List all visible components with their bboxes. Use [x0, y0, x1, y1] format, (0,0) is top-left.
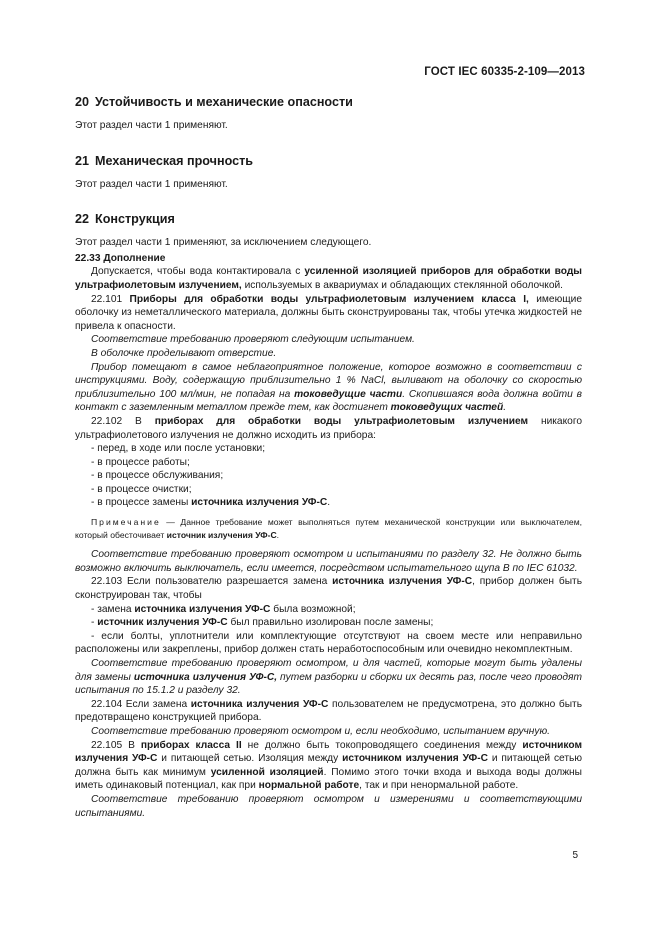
list-item: - в процессе очистки;: [91, 483, 192, 495]
section-number: 22: [75, 212, 90, 227]
test-procedure-text: Прибор помещают в самое неблагоприятное положение, которое возможно в соответствии с инструкциями. Воду, содержащую приблизительно 1 % NaCl, выливают на оболочку со скоростью приблизительно 100 мл/мин, не попадая на токоведущие части. Скопившаяся вода должна войти в контакт с заземленным металлом прежде тем, как достигнет токоведущих частей.: [75, 361, 582, 414]
list-item: - если болты, уплотнители или комплектующие отсутствуют на своем месте или неправильно расположены или закреплены, прибор должен стать неработоспособным или очевидно некомплектным.: [75, 630, 582, 656]
compliance-text: Соответствие требованию проверяют осмотром и, если необходимо, испытанием вручную.: [91, 725, 551, 737]
section-22-heading: [75, 211, 582, 227]
section-title: Механическая прочность: [95, 153, 254, 168]
document-header: ГОСТ IEC 60335-2-109—2013: [424, 66, 585, 78]
page-content: [75, 94, 582, 820]
paragraph-22-103: 22.103 Если пользователю разрешается замена источника излучения УФ-С, прибор должен быть сконструирован так, чтобы: [75, 576, 582, 602]
paragraph-22-105: 22.105 В приборах класса II не должно быть токопроводящего соединения между источником излучения УФ-С и питающей сетью. Изоляция между источником излучения УФ-С и питающей сетью должна быть как минимум усиленной изоляцией. Помимо этого точки входа и выхода воды должны иметь одинаковый потенциал, как при нормальной работе, так и при ненормальной работе.: [75, 739, 582, 792]
page-number: 5: [572, 850, 578, 861]
paragraph-22-101: 22.101 Приборы для обработки воды ультрафиолетовым излучением класса I, имеющие оболочку из неметаллического материала, должны быть сконструированы так, чтобы утечка жидкостей не привела к опасности.: [75, 293, 582, 332]
note-text: Примечание — Данное требование может выполняться путем механической конструкции или выключателем, который обесточивает источник излучения УФ-С.: [75, 517, 582, 540]
paragraph-22-102: 22.102 В приборах для обработки воды ультрафиолетовым излучением никакого ультрафиолетового излучения не должно исходить из прибора:: [75, 415, 582, 441]
paragraph-22-104: 22.104 Если замена источника излучения УФ-С пользователем не предусмотрена, это должно быть предотвращено конструкцией прибора.: [75, 698, 583, 724]
compliance-text: Соответствие требованию проверяют осмотром, и для частей, которые могут быть удалены для замены источника излучения УФ-С, путем разборки и сборки их десять раз, после чего проводят испытания по 15.1.2 и разделу 32.: [75, 658, 582, 697]
compliance-text: Соответствие требованию проверяют осмотром и измерениями и соответствующими испытаниями.: [75, 793, 582, 819]
subsection-22-33-heading: 22.33 Дополнение: [75, 252, 166, 264]
section-22-intro: Этот раздел части 1 применяют, за исключением следующего.: [75, 237, 372, 249]
compliance-text: Соответствие требованию проверяют следующим испытанием.: [91, 334, 415, 346]
list-item: - замена источника излучения УФ-С была возможной;: [91, 603, 356, 615]
list-item: - перед, в ходе или после установки;: [91, 443, 266, 455]
note-label: Примечание: [91, 517, 161, 528]
section-title: Устойчивость и механические опасности: [95, 95, 353, 109]
list-item: - в процессе замены источника излучения УФ-С.: [91, 497, 331, 509]
list-item: - источник излучения УФ-С был правильно изолирован после замены;: [91, 617, 434, 629]
list-item: - в процессе обслуживания;: [91, 470, 224, 482]
paragraph-22-33: Допускается, чтобы вода контактировала с усиленной изоляцией приборов для обработки воды ультрафиолетовым излучением, используемых в аквариумах и обладающих стеклянной оболочкой.: [75, 266, 582, 291]
section-number: 21: [75, 153, 90, 168]
section-21-text: Этот раздел части 1 применяют.: [75, 178, 228, 190]
section-title: Конструкция: [95, 212, 175, 227]
section-number: 20: [75, 95, 90, 109]
section-20-text: Этот раздел части 1 применяют.: [75, 120, 228, 131]
list-item: - в процессе работы;: [91, 456, 190, 468]
section-20-heading: [75, 94, 582, 110]
test-step-text: В оболочке проделывают отверстие.: [91, 347, 277, 359]
compliance-text: Соответствие требованию проверяют осмотром и испытаниями по разделу 32. Не должно быть возможно включить выключатель, если имеется, посредством испытательного щупа В по IEC 61032.: [75, 549, 582, 574]
section-21-heading: [75, 153, 582, 169]
